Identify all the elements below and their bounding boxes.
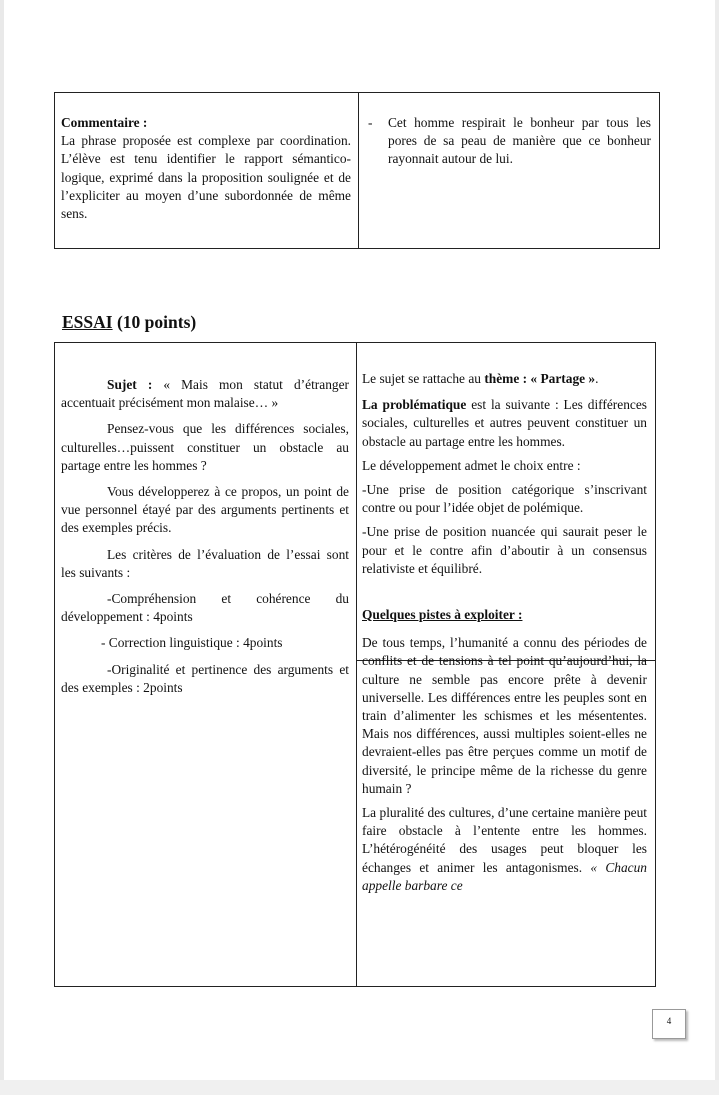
- commentary-cell: [61, 114, 351, 223]
- essai-subject-cell: [61, 376, 349, 705]
- page-bottom-edge: [0, 1080, 719, 1095]
- pistes-paragraph-2-quote: « Chacun appelle barbare ce: [362, 859, 647, 893]
- theme-bold: thème : « Partage »: [484, 371, 596, 386]
- page-right-edge: [715, 0, 719, 1095]
- page-left-edge: [0, 0, 4, 1095]
- criterion-1: -Compréhension et cohérence du développement : 4points: [61, 591, 349, 625]
- criteria-intro: Les critères de l’évaluation de l’essai sont les suivants :: [61, 546, 349, 580]
- choice-2: -Une prise de position nuancée qui saurait peser le pour et le contre afin d’aboutir à un consensus relativiste et équilibré.: [362, 524, 647, 576]
- theme-suffix: .: [595, 371, 599, 386]
- subject-question: Pensez-vous que les différences sociales, culturelles…puissent constituer un obstacle au partage entre les hommes ?: [61, 421, 349, 473]
- page-number: 4: [652, 1009, 686, 1039]
- development-intro: Le développement admet le choix entre :: [362, 457, 581, 473]
- essai-table-divider: [356, 342, 357, 987]
- pistes-paragraph-1: De tous temps, l’humanité a connu des périodes de conflits et de tensions à tel point qu’aujourd’hui, la culture ne semble pas encore prête à devenir universelle. Les différences entre les peuples sont en train d’alimenter les schismes et les mésententes. Mais nos différences, aussi multiples soient-elles ne devraient-elles pas être perçues comme un motif de diversité, le principe même de la richesse du genre humain ?: [362, 635, 647, 796]
- example-sentence: Cet homme respirait le bonheur par tous les pores de sa peau de manière que ce bonheur rayonnait autour de lui.: [388, 115, 651, 167]
- choice-1: -Une prise de position catégorique s’inscrivant contre ou pour l’idée objet de polémique.: [362, 482, 647, 516]
- essai-answer-cell: [362, 370, 647, 901]
- essai-title: [62, 312, 196, 333]
- commentary-heading: Commentaire :: [61, 115, 148, 130]
- subject-quote: « Mais mon statut d’étranger accentuait précisément mon malaise… »: [61, 377, 349, 411]
- pistes-paragraph-2: La pluralité des cultures, d’une certaine manière peut faire obstacle à l’entente entre les hommes. L’hétérogénéité des usages peut bloquer les échanges et animer les antagonismes.: [362, 805, 647, 875]
- commentary-body: La phrase proposée est complexe par coordination. L’élève est tenu identifier le rapport sémantico-logique, exprimé dans la proposition soulignée et de l’expliciter au moyen d’une subordonnée de même sens.: [61, 133, 351, 222]
- subject-label: Sujet :: [107, 377, 153, 392]
- essai-title-main: ESSAI: [62, 312, 113, 332]
- criterion-3: -Originalité et pertinence des arguments et des exemples : 2points: [61, 661, 349, 695]
- example-dash: -: [368, 115, 373, 130]
- criterion-2: - Correction linguistique : 4points: [101, 635, 283, 651]
- subject-instruction: Vous développerez à ce propos, un point de vue personnel étayé par des arguments pertinents et des exemples précis.: [61, 484, 349, 536]
- problem-text: est la suivante : Les différences sociales, culturelles et autres peuvent constituer un obstacle au partage entre les hommes.: [362, 397, 647, 449]
- pistes-title: Quelques pistes à exploiter :: [362, 607, 523, 623]
- essai-title-points: (10 points): [112, 312, 197, 332]
- commentary-table-divider: [358, 92, 359, 249]
- example-cell: [368, 114, 651, 169]
- problem-label: La problématique: [362, 397, 467, 413]
- theme-prefix: Le sujet se rattache au: [362, 371, 485, 386]
